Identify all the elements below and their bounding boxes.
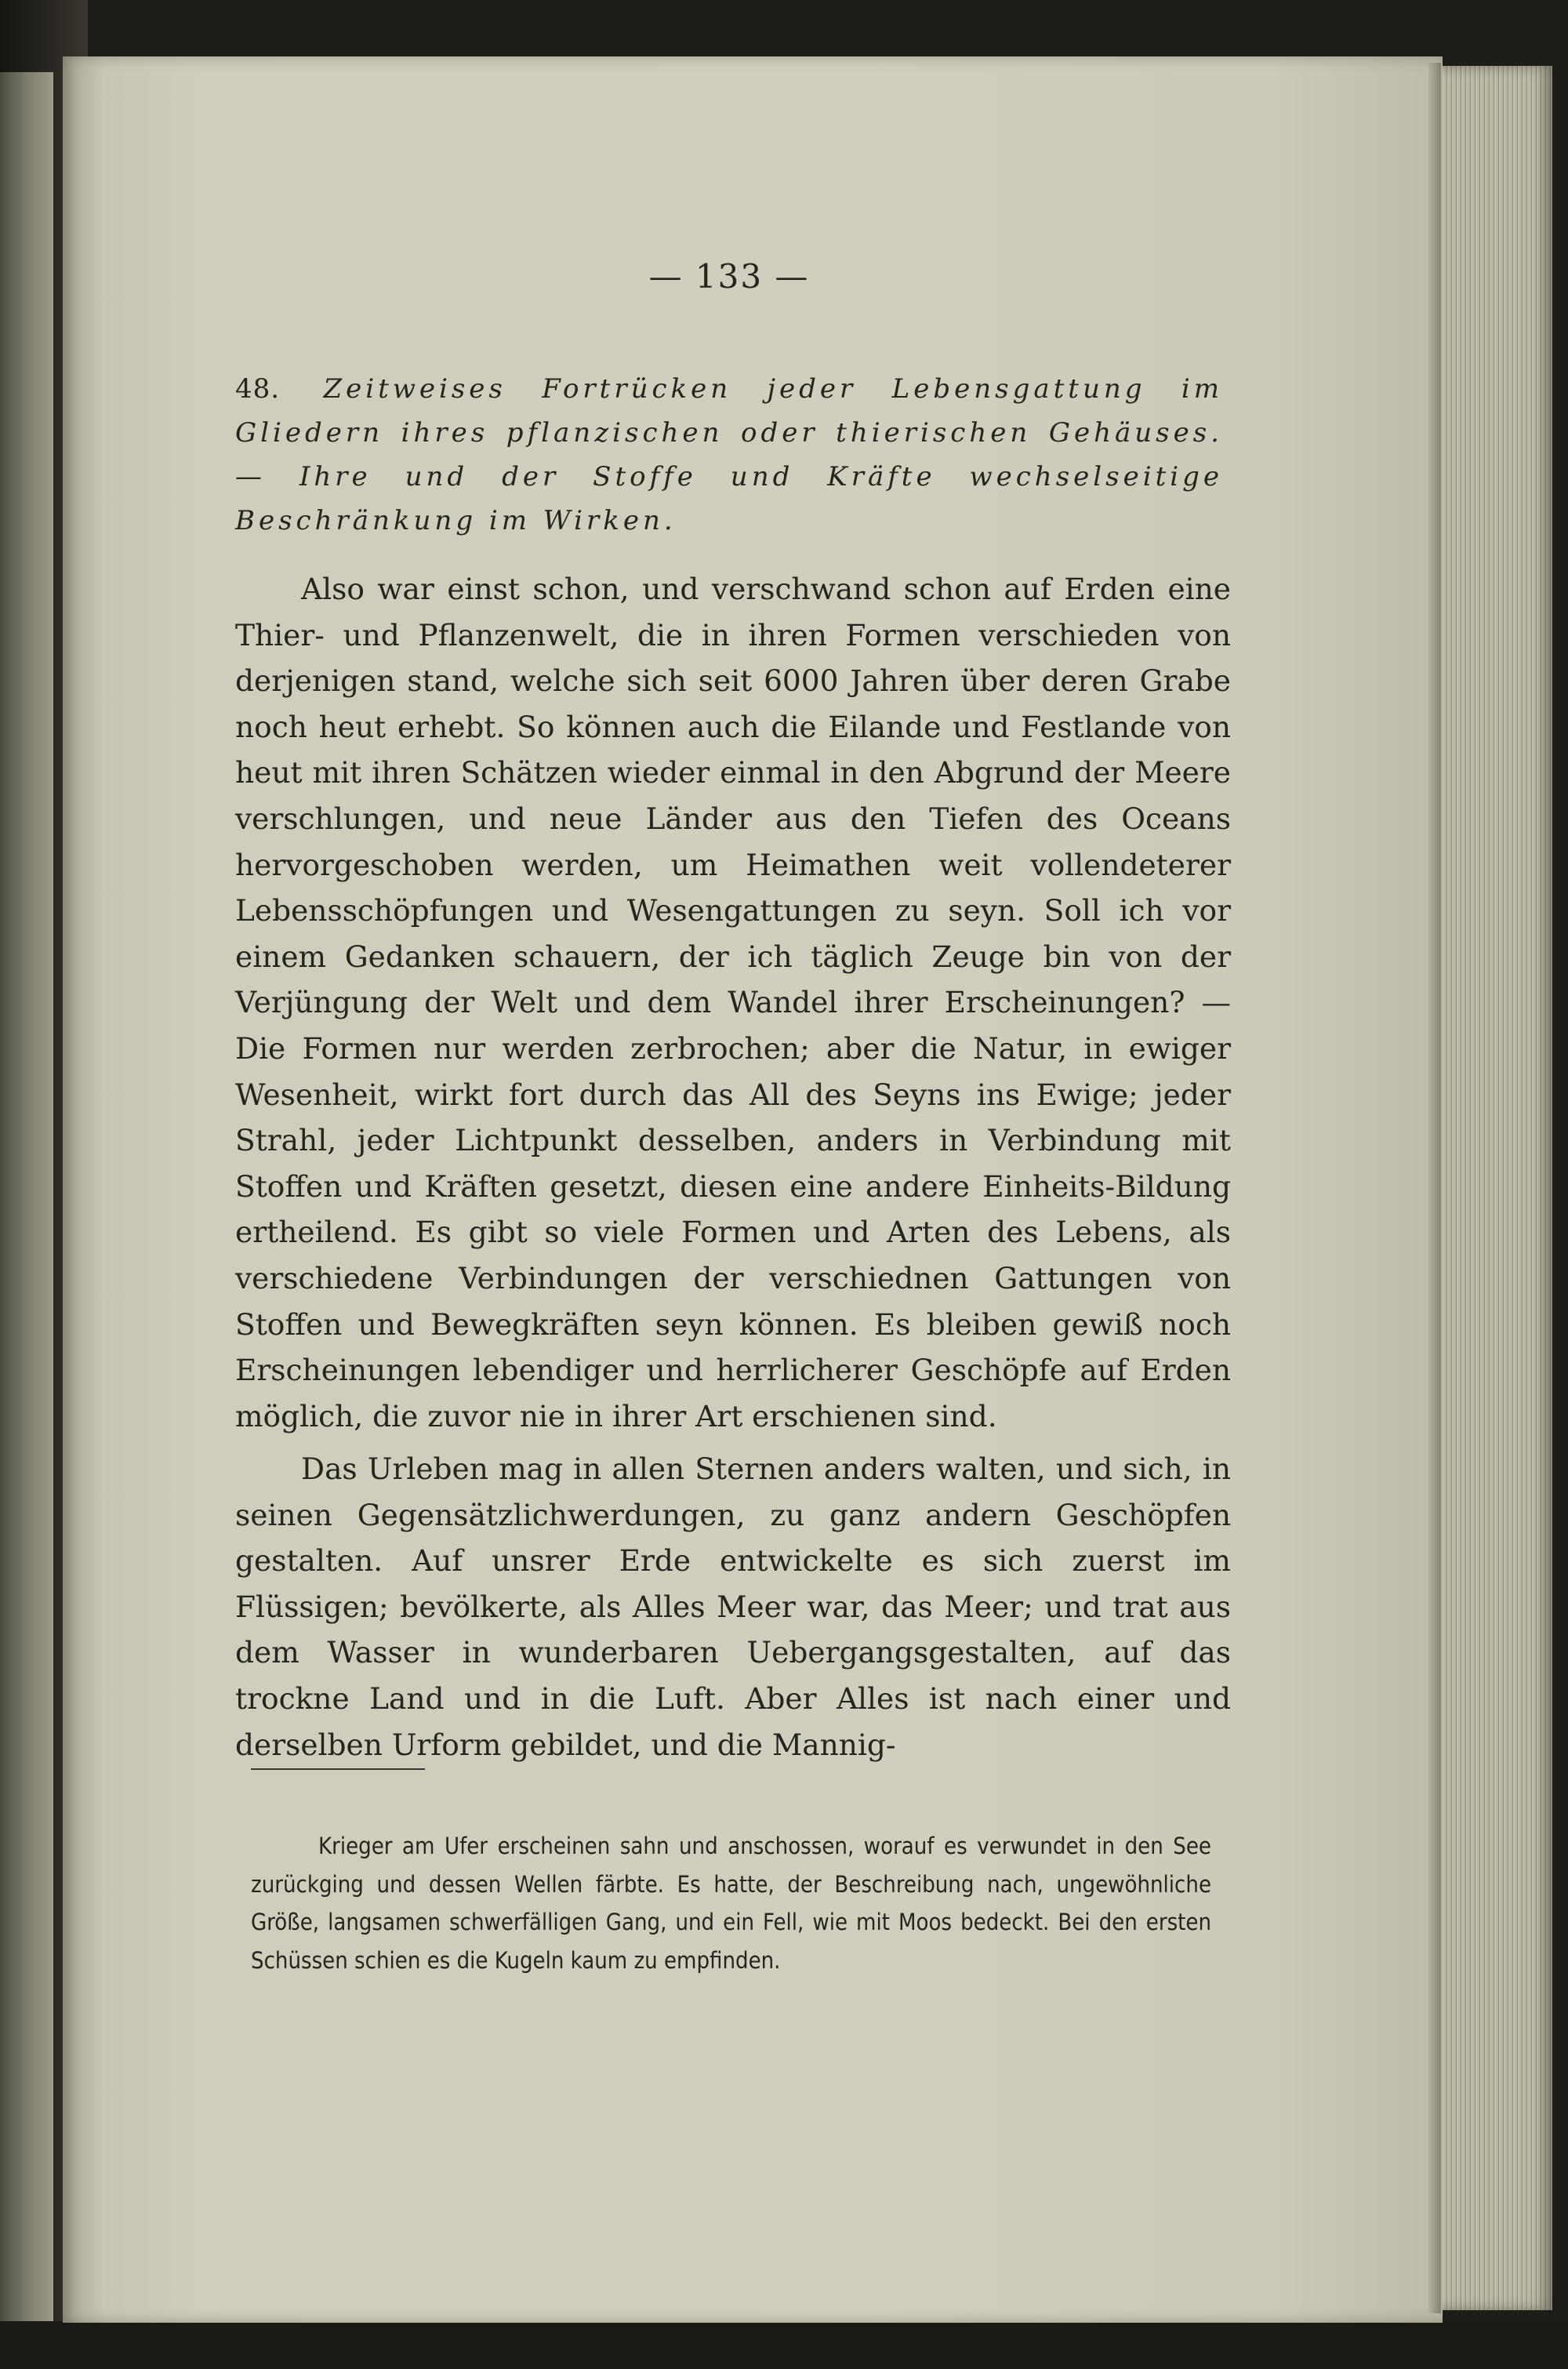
section-heading bbox=[235, 367, 1223, 543]
section-number: 48. bbox=[235, 373, 281, 405]
previous-page-edge bbox=[0, 72, 55, 2323]
body-paragraph-1: Also war einst schon, und verschwand schon auf Erden eine Thier- und Pflanzenwelt, die in ihren Formen verschieden von derjenigen stand, welche sich seit 6000 Jahren über deren Grabe noch heut erhebt. So können auch die Eilande und Festlande von heut mit ihren Schätzen wieder einmal in den Abgrund der Meere verschlungen, und neue Länder aus den Tiefen des Oceans hervorgeschoben werden, um Heimathen weit vollendeterer Lebensschöpfungen und Wesengattungen zu seyn. Soll ich vor einem Gedanken schauern, der ich täglich Zeuge bin von der Verjüngung der Welt und dem Wandel ihrer Erscheinungen? — Die Formen nur werden zerbrochen; aber die Natur, in ewiger Wesenheit, wirkt fort durch das All des Seyns ins Ewige; jeder Strahl, jeder Lichtpunkt desselben, anders in Verbindung mit Stoffen und Kräften gesetzt, diesen eine andere Einheits-Bildung ertheilend. Es gibt so viele Formen und Arten des Lebens, als verschiedene Verbindungen der verschiednen Gattungen von Stoffen und Bewegkräften seyn können. Es bleiben gewiß noch Erscheinungen lebendiger und herrlicherer Geschöpfe auf Erden möglich, die zuvor nie in ihrer Art erschienen sind. bbox=[235, 572, 1231, 1433]
page-number: — 133 — bbox=[648, 257, 810, 296]
page-stack-edges bbox=[1435, 66, 1552, 2310]
footnote-rule bbox=[251, 1768, 425, 1770]
body-paragraph-2: Das Urleben mag in allen Sternen anders walten, und sich, in seinen Gegensätzlichwerdungen, zu ganz andern Geschöpfen gestalten. Auf unsrer Erde entwickelte es sich zuerst im Flüssigen; bevölkerte, als Alles Meer war, das Meer; und trat aus dem Wasser in wunderbaren Uebergangsgestalten, auf das trockne Land und in die Luft. Aber Alles ist nach einer und derselben Urform gebildet, und die Mannig- bbox=[235, 1452, 1231, 1762]
section-title: Zeitweises Fortrücken jeder Lebensgattung im Gliedern ihres pflanzischen oder thierischen Gehäuses. — Ihre und der Stoffe und Kräfte wechselseitige Beschränkung im Wirken. bbox=[235, 373, 1224, 536]
footnote: Krieger am Ufer erscheinen sahn und anschossen, worauf es verwundet in den See zurückging und dessen Wellen färbte. Es hatte, der Beschreibung nach, ungewöhnliche Größe, langsamen schwerfälligen Gang, und ein Fell, wie mit Moos bedeckt. Bei den ersten Schüssen schien es die Kugeln kaum zu empfinden. bbox=[251, 1833, 1211, 1974]
page-edge-shadow bbox=[1428, 63, 1441, 2313]
book-cover-bottom bbox=[0, 2321, 1568, 2369]
